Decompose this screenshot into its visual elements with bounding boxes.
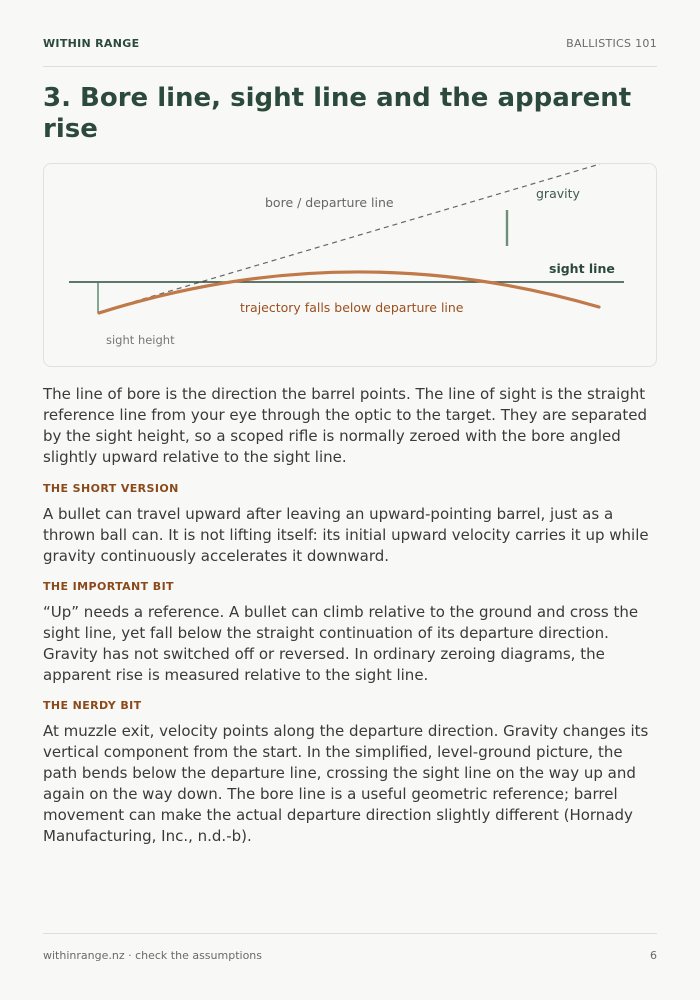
intro-paragraph: The line of bore is the direction the barrel points. The line of sight is the straight reference line from your eye through the optic to the target. They are separated by the sight height, so a scoped rifle is normally zeroed with the bore angled slightly upward relative to the sight line.	[43, 385, 648, 466]
nerdy-bit-paragraph: At muzzle exit, velocity points along the departure direction. Gravity changes its vertical component from the start. In the simplified, level-ground picture, the path bends below the departure line, crossing the sight line on the way up and again on the way down. The bore line is a useful geometric reference; barrel movement can make the actual departure direction slightly different (Hornady Manufacturing, Inc., n.d.-b).	[43, 722, 649, 845]
subhead-nerdy-bit: THE NERDY BIT	[43, 699, 142, 712]
page-number: 6	[650, 949, 657, 962]
short-version-paragraph: A bullet can travel upward after leaving an upward-pointing barrel, just as a thrown ball can. It is not lifting itself: its initial upward velocity carries it up while gravity continuously accelerates it downward.	[43, 505, 649, 565]
page-title: 3. Bore line, sight line and the apparent rise	[43, 83, 632, 144]
sight-height-label: sight height	[106, 333, 175, 347]
important-bit-paragraph: “Up” needs a reference. A bullet can climb relative to the ground and cross the sight line, yet fall below the straight continuation of its departure direction. Gravity has not switched off or reversed. In ordinary zeroing diagrams, the apparent rise is measured relative to the sight line.	[43, 603, 639, 684]
header	[43, 37, 657, 51]
footer-divider	[43, 933, 657, 934]
gravity-label: gravity	[536, 186, 580, 201]
footer-credit: withinrange.nz · check the assumptions	[43, 949, 263, 962]
page	[43, 0, 657, 1000]
sight-line-label: sight line	[549, 261, 615, 276]
brand-name: WITHIN RANGE	[43, 37, 140, 50]
header-divider	[43, 66, 657, 67]
diagram-svg	[44, 164, 656, 366]
section-label: BALLISTICS 101	[566, 37, 657, 50]
bore-label: bore / departure line	[265, 195, 394, 210]
trajectory-label: trajectory falls below departure line	[240, 300, 464, 315]
bore-sight-diagram	[43, 163, 657, 367]
subhead-short-version: THE SHORT VERSION	[43, 482, 179, 495]
subhead-important-bit: THE IMPORTANT BIT	[43, 580, 174, 593]
